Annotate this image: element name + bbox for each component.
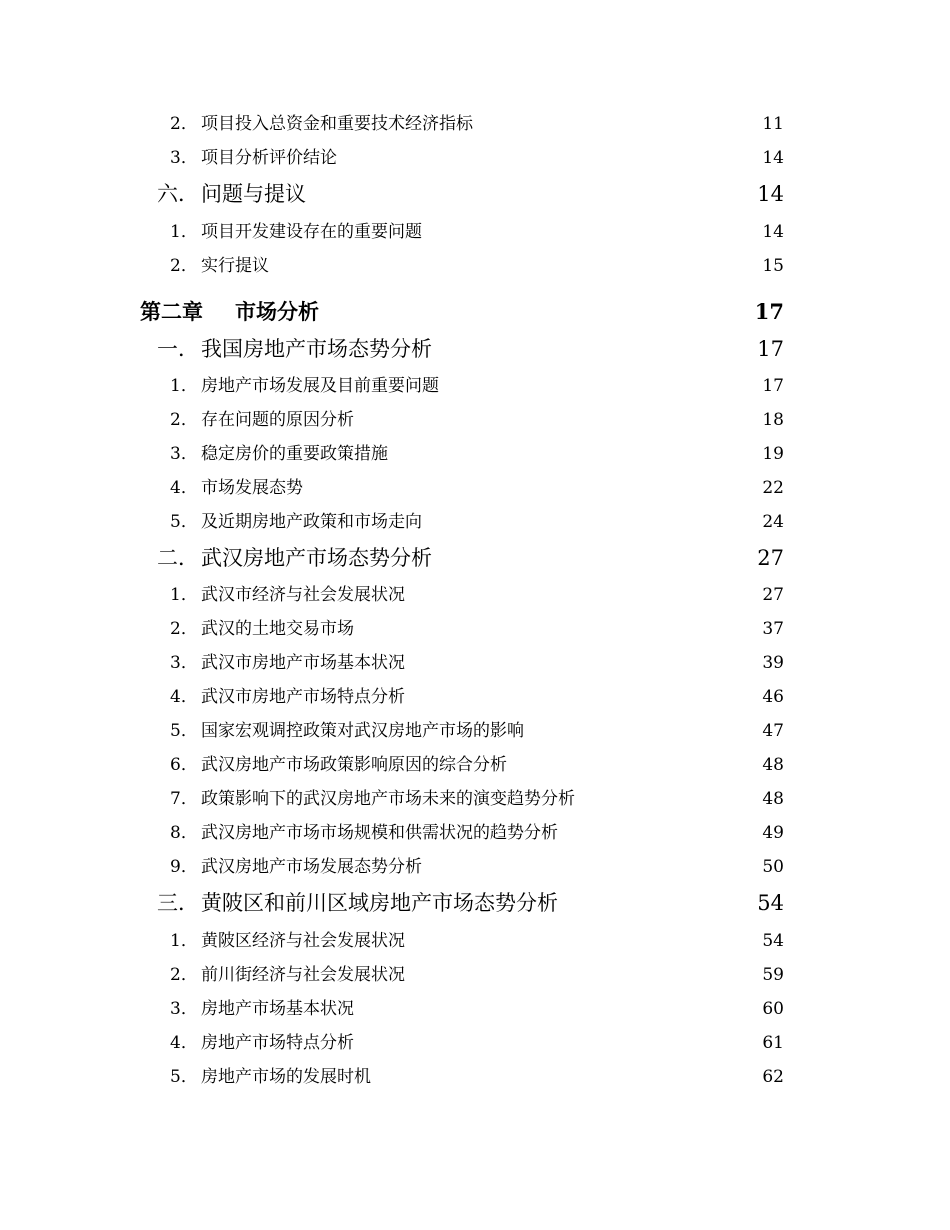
toc-section-number: 二． (157, 546, 199, 570)
toc-entry-number: 1． (170, 931, 198, 951)
toc-section-title: 武汉房地产市场态势分析 (201, 546, 432, 570)
toc-section-page: 27 (757, 546, 784, 570)
toc-entry-title: 前川街经济与社会发展状况 (201, 965, 405, 985)
toc-entry-title: 项目分析评价结论 (201, 148, 337, 168)
toc-entry-number: 3． (170, 653, 198, 673)
toc-entry-title: 房地产市场的发展时机 (201, 1067, 371, 1087)
toc-entry[interactable] (0, 931, 950, 951)
toc-entry-page: 48 (762, 789, 784, 809)
toc-entry-page: 37 (762, 619, 784, 639)
toc-section-title: 问题与提议 (201, 182, 306, 206)
toc-entry-title: 武汉房地产市场政策影响原因的综合分析 (201, 755, 507, 775)
toc-entry-title: 政策影响下的武汉房地产市场未来的演变趋势分析 (201, 789, 575, 809)
toc-entry-page: 14 (762, 222, 784, 242)
toc-entry-title: 及近期房地产政策和市场走向 (201, 512, 422, 532)
toc-entry-page: 17 (762, 376, 784, 396)
toc-entry[interactable] (0, 114, 950, 134)
toc-entry-number: 4． (170, 478, 198, 498)
toc-entry-page: 15 (762, 256, 784, 276)
toc-entry-title: 武汉市房地产市场特点分析 (201, 687, 405, 707)
toc-entry-page: 47 (762, 721, 784, 741)
toc-section[interactable] (0, 891, 950, 915)
toc-entry-number: 8． (170, 823, 198, 843)
toc-entry[interactable] (0, 410, 950, 430)
toc-entry[interactable] (0, 222, 950, 242)
toc-entry-title: 房地产市场发展及目前重要问题 (201, 376, 439, 396)
toc-entry-number: 2． (170, 256, 198, 276)
toc-entry-number: 3． (170, 999, 198, 1019)
toc-section-page: 14 (757, 182, 784, 206)
toc-entry-title: 武汉房地产市场发展态势分析 (201, 857, 422, 877)
toc-entry-page: 48 (762, 755, 784, 775)
toc-section-number: 六． (157, 182, 199, 206)
toc-entry-page: 46 (762, 687, 784, 707)
toc-chapter-number: 第二章 (140, 299, 203, 324)
toc-entry[interactable] (0, 823, 950, 843)
toc-entry-number: 3． (170, 148, 198, 168)
toc-entry[interactable] (0, 444, 950, 464)
toc-entry-number: 9． (170, 857, 198, 877)
toc-entry-title: 房地产市场特点分析 (201, 1033, 354, 1053)
toc-entry-number: 2． (170, 114, 198, 134)
toc-entry-page: 60 (762, 999, 784, 1019)
toc-entry-title: 武汉的土地交易市场 (201, 619, 354, 639)
toc-entry-number: 6． (170, 755, 198, 775)
toc-entry-title: 武汉市房地产市场基本状况 (201, 653, 405, 673)
toc-entry[interactable] (0, 376, 950, 396)
toc-entry[interactable] (0, 857, 950, 877)
toc-entry[interactable] (0, 1067, 950, 1087)
toc-entry[interactable] (0, 585, 950, 605)
toc-entry-number: 5． (170, 1067, 198, 1087)
toc-entry-page: 22 (762, 478, 784, 498)
toc-entry-number: 1． (170, 376, 198, 396)
toc-entry-number: 5． (170, 512, 198, 532)
toc-entry-page: 14 (762, 148, 784, 168)
toc-entry-page: 39 (762, 653, 784, 673)
toc-entry-title: 实行提议 (201, 256, 269, 276)
toc-entry-page: 49 (762, 823, 784, 843)
toc-entry-number: 2． (170, 619, 198, 639)
toc-entry-title: 项目投入总资金和重要技术经济指标 (201, 114, 473, 134)
toc-entry-page: 62 (762, 1067, 784, 1087)
toc-section[interactable] (0, 546, 950, 570)
toc-entry-number: 1． (170, 585, 198, 605)
toc-entry-page: 19 (762, 444, 784, 464)
toc-entry-title: 存在问题的原因分析 (201, 410, 354, 430)
toc-entry-page: 27 (762, 585, 784, 605)
toc-entry-number: 4． (170, 1033, 198, 1053)
toc-entry-page: 59 (762, 965, 784, 985)
toc-entry-title: 国家宏观调控政策对武汉房地产市场的影响 (201, 721, 524, 741)
toc-entry-page: 24 (762, 512, 784, 532)
toc-chapter-page: 17 (754, 299, 784, 324)
toc-entry-number: 3． (170, 444, 198, 464)
toc-entry-title: 房地产市场基本状况 (201, 999, 354, 1019)
toc-entry-title: 武汉市经济与社会发展状况 (201, 585, 405, 605)
toc-entry[interactable] (0, 653, 950, 673)
toc-entry-number: 1． (170, 222, 198, 242)
toc-entry-title: 黄陂区经济与社会发展状况 (201, 931, 405, 951)
toc-entry-page: 11 (762, 114, 784, 134)
toc-entry[interactable] (0, 512, 950, 532)
toc-entry-title: 稳定房价的重要政策措施 (201, 444, 388, 464)
toc-entry-title: 市场发展态势 (201, 478, 303, 498)
toc-entry[interactable] (0, 755, 950, 775)
toc-section-number: 一． (157, 337, 199, 361)
toc-entry[interactable] (0, 619, 950, 639)
toc-entry-page: 54 (762, 931, 784, 951)
toc-section-number: 三． (157, 891, 199, 915)
toc-entry[interactable] (0, 721, 950, 741)
toc-entry[interactable] (0, 148, 950, 168)
toc-entry-number: 2． (170, 965, 198, 985)
toc-section-title: 我国房地产市场态势分析 (201, 337, 432, 361)
toc-entry[interactable] (0, 687, 950, 707)
toc-entry-title: 武汉房地产市场市场规模和供需状况的趋势分析 (201, 823, 558, 843)
toc-entry[interactable] (0, 999, 950, 1019)
toc-section-page: 17 (757, 337, 784, 361)
toc-chapter-title: 市场分析 (235, 299, 319, 324)
toc-entry-number: 2． (170, 410, 198, 430)
toc-entry-page: 18 (762, 410, 784, 430)
toc-section-title: 黄陂区和前川区域房地产市场态势分析 (201, 891, 558, 915)
toc-section-page: 54 (757, 891, 784, 915)
toc-chapter[interactable] (0, 300, 950, 324)
toc-entry[interactable] (0, 789, 950, 809)
toc-entry[interactable] (0, 256, 950, 276)
toc-entry-page: 61 (762, 1033, 784, 1053)
toc-entry-number: 7． (170, 789, 198, 809)
toc-entry-number: 4． (170, 687, 198, 707)
toc-entry[interactable] (0, 478, 950, 498)
toc-section[interactable] (0, 337, 950, 361)
toc-section[interactable] (0, 182, 950, 206)
toc-entry-number: 5． (170, 721, 198, 741)
toc-entry[interactable] (0, 1033, 950, 1053)
toc-entry-page: 50 (762, 857, 784, 877)
toc-entry-title: 项目开发建设存在的重要问题 (201, 222, 422, 242)
toc-entry[interactable] (0, 965, 950, 985)
